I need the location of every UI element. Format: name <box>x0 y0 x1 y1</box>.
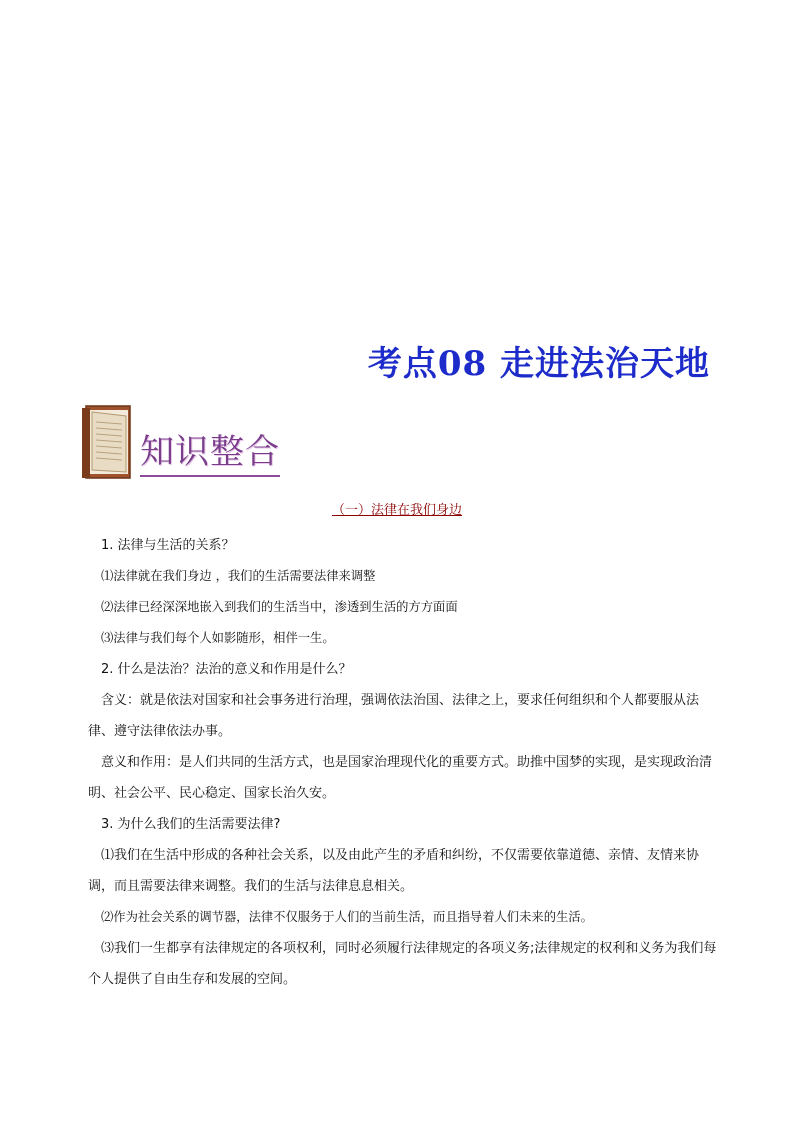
section-heading <box>0 499 794 518</box>
section-banner <box>80 402 280 482</box>
book-icon <box>80 402 142 482</box>
banner-label: 知识整合 <box>140 424 280 477</box>
question-1: 1. 法律与生活的关系？ <box>101 538 235 553</box>
answer-2-significance: 意义和作用：是人们共同的生活方式，也是国家治理现代化的重要方式。助推中国梦的实现，是实现政治清明、社会公平、民心稳定、国家长治久安。 <box>88 755 713 801</box>
page-title: 考点08 走进法治天地 <box>367 344 710 384</box>
answer-1-2: ⑵法律已经深深地嵌入到我们的生活当中，渗透到生活的方方面面 <box>101 600 458 614</box>
section-heading-text: （一）法律在我们身边 <box>331 503 462 518</box>
answer-2-meaning: 含义：就是依法对国家和社会事务进行治理，强调依法治国、法律之上，要求任何组织和个人都要服从法律、遵守法律依法办事。 <box>88 693 700 739</box>
answer-1-3: ⑶法律与我们每个人如影随形，相伴一生。 <box>101 631 335 645</box>
answer-3-1: ⑴我们在生活中形成的各种社会关系，以及由此产生的矛盾和纠纷，不仅需要依靠道德、亲情、友情来协调，而且需要法律来调整。我们的生活与法律息息相关。 <box>88 848 700 894</box>
answer-3-3: ⑶我们一生都享有法律规定的各项权利，同时必须履行法律规定的各项义务;法律规定的权利和义务为我们每个人提供了自由生存和发展的空间。 <box>88 941 717 987</box>
answer-3-2: ⑵作为社会关系的调节器，法律不仅服务于人们的当前生活，而且指导着人们未来的生活。 <box>101 910 593 924</box>
question-3: 3. 为什么我们的生活需要法律? <box>101 817 281 832</box>
question-2: 2. 什么是法治？法治的意义和作用是什么？ <box>101 662 352 677</box>
section-content <box>88 530 722 995</box>
answer-1-1: ⑴法律就在我们身边 ，我们的生活需要法律来调整 <box>101 569 376 583</box>
